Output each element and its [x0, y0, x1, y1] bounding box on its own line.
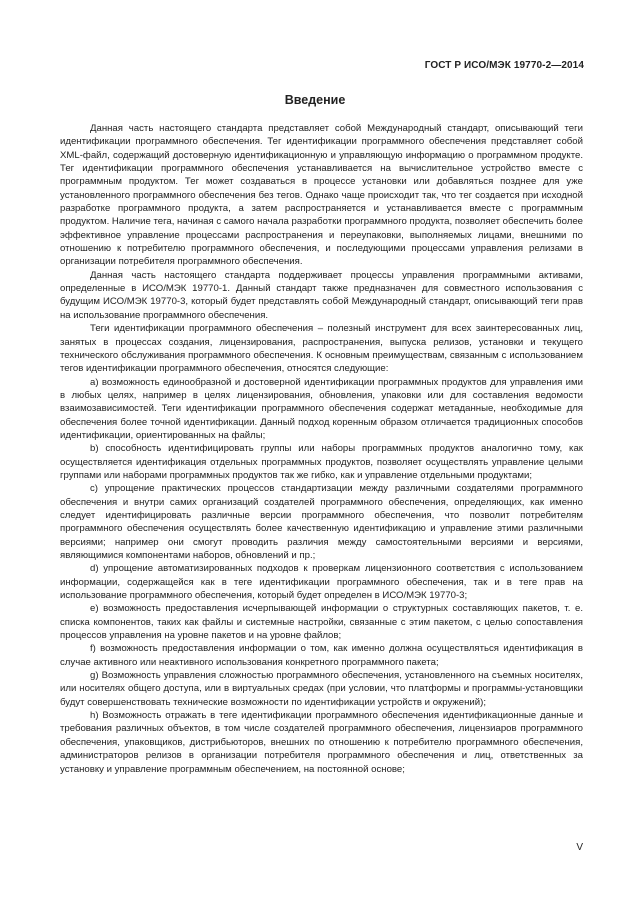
- list-item-c: c) упрощение практических процессов стандартизации между различными создателями программного обеспечения и внутри самих организаций создателей программного обеспечения, определяющих, как именно следует идентифицировать различные версии программного обеспечения, что позволит потребителям программного обеспечения осуществлять более качественную идентификацию и управление этими различными версиями; например они смогут проводить различия между самостоятельными версиями и версиями, являющимися компонентами наборов, обновлений и пр.;: [60, 483, 583, 561]
- list-item-d: d) упрощение автоматизированных подходов к проверкам лицензионного соответствия с использованием информации, содержащейся как в теге идентификации программного обеспечения, так и в теге прав на использование программного обеспечения, который будет определен в ИСО/МЭК 19770-3;: [60, 563, 583, 602]
- section-title: Введение: [284, 93, 346, 107]
- list-item-f: f) возможность предоставления информации о том, как именно должна осуществляться идентификация в случае активного или неактивного использования конкретного программного пакета;: [60, 643, 583, 668]
- list-item-h: h) Возможность отражать в теге идентификации программного обеспечения идентификационные данные и требования различных объектов, в том числе создателей программного обеспечения, лицензиаров программного обеспечения, упаковщиков, дистрибьюторов, внешних по отношению к потребителю программного обеспечения, администраторов релизов в организации потребителя программного обеспечения и лиц, ответственных за установку и управление программным обеспечением, на постоянной основе;: [60, 710, 583, 775]
- document-body: [60, 122, 583, 776]
- paragraph: Данная часть настоящего стандарта представляет собой Международный стандарт, описывающий теги идентификации программного обеспечения. Тег идентификации программного обеспечения представляет собой XML-файл, содержащий достоверную идентификационную и управляющую информацию о программном продукте. Тег идентификации программного обеспечения устанавливается на вычислительное устройство вместе с программным продуктом. Тег может создаваться в процессе установки или добавляться позднее для уже установленного программного обеспечения без тегов. Однако чаще происходит так, что тег создается при исходной разработке программного продукта, а затем распространяется и устанавливается вместе с программным продуктом. Наличие тега, начиная с самого начала разработки программного продукта, позволяет обеспечить более эффективное управление процессами распространения и переупаковки, выполняемых лицами, внешними по отношению к потребителю программного обеспечения, и последующими процессами управления релизами в организации потребителя программного обеспечения.: [60, 123, 584, 268]
- list-item-a: a) возможность единообразной и достоверной идентификации программных продуктов для управления ими в любых целях, например в целях лицензирования, обновления, упаковки или для составления ведомости взаимозависимостей. Теги идентификации программного обеспечения содержат метаданные, необходимые для обеспечения более точной идентификации. Данный подход коренным образом отличается традиционных способов идентификации, ориентированных на файлы;: [60, 376, 583, 441]
- paragraph: Теги идентификации программного обеспечения – полезный инструмент для всех заинтересованных лиц, занятых в процессах создания, лицензирования, распространения, выпуска релизов, установки и текущего технического обслуживания программного обеспечения. К основным преимуществам, связанным с использованием тегов идентификации программного обеспечения, относятся следующие:: [60, 323, 583, 375]
- list-item-e: e) возможность предоставления исчерпывающей информации о структурных составляющих пакетов, т. е. списка компонентов, таких как файлы и системные настройки, связанные с этим пакетом, с целью сопоставления процессов управления на уровне пакетов и на уровне файлов;: [60, 603, 583, 642]
- standard-header: ГОСТ Р ИСО/МЭК 19770-2—2014: [424, 60, 584, 71]
- list-item-b: b) способность идентифицировать группы или наборы программных продуктов аналогично тому, как осуществляется идентификация отдельных программных продуктов, позволяет осуществлять управление целыми группами или наборами программных продуктов так же гибко, как и управление отдельными продуктами;: [60, 443, 583, 481]
- page-number: V: [576, 842, 583, 853]
- paragraph: Данная часть настоящего стандарта поддерживает процессы управления программными активами, определенные в ИСО/МЭК 19770-1. Данный стандарт также предназначен для совместного использования с будущим ИСО/МЭК 19770-3, который будет представлять собой Международный стандарт, описывающий теги прав на использование программного обеспечения.: [60, 269, 583, 321]
- list-item-g: g) Возможность управления сложностью программного обеспечения, установленного на съемных носителях, или носителях общего доступа, или в виртуальных средах (при условии, что платформы и программы-установщики будут совершенствовать технические возможности по идентификации устройств и окружений);: [60, 670, 583, 708]
